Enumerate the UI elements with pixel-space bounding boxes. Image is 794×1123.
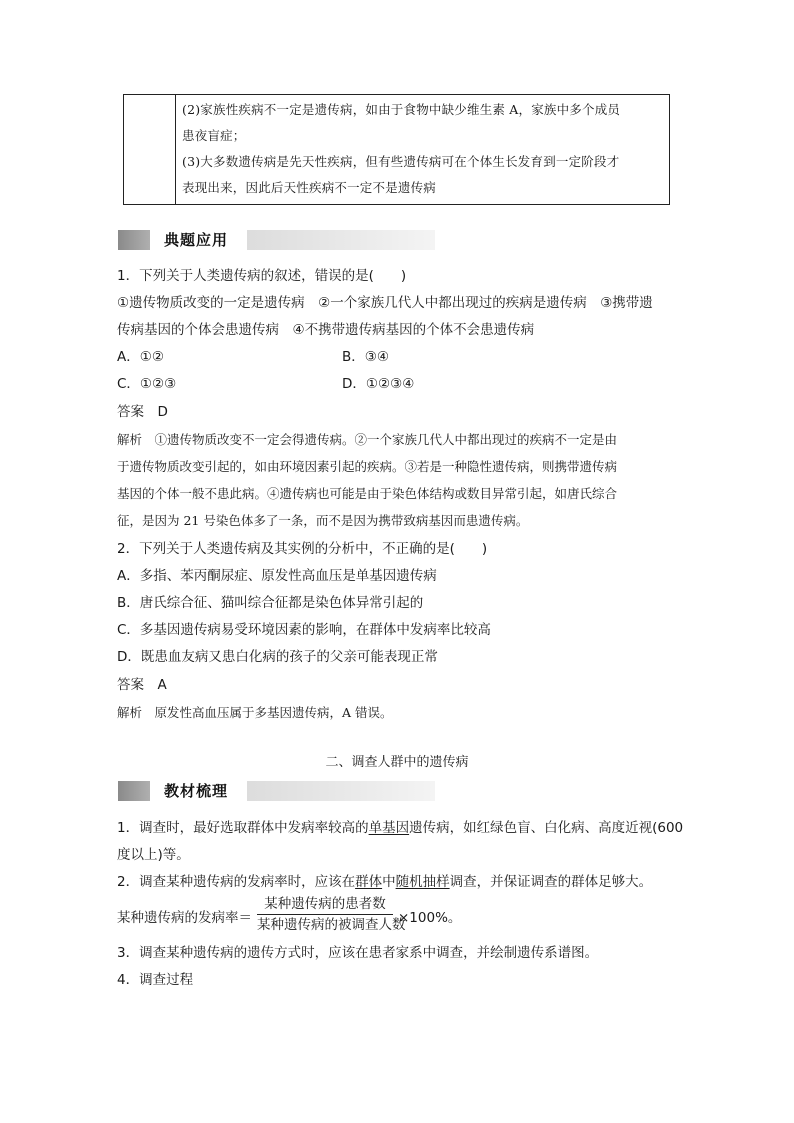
item-1-line [117,818,694,838]
item-4-line: 4．调查过程 [117,972,194,988]
section-title: 典题应用 [164,231,229,249]
question-2-analysis: 解析 原发性高血压属于多基因遗传病，A 错误。 [117,705,393,720]
table-line: 患夜盲症； [182,128,246,143]
table-right-cell [182,97,663,201]
question-2-option-c: C．多基因遗传病易受环境因素的影响，在群体中发病率比较高 [117,622,491,638]
question-1-analysis-line: 于遗传物质改变引起的，如由环境因素引起的疾病。③若是一种隐性遗传病，则携带遗传病 [117,459,618,474]
formula-denominator: 某种遗传病的被调查人数 [257,917,406,933]
question-1-statement-line: ①遗传物质改变的一定是遗传病 ②一个家族几代人中都出现过的疾病是遗传病 ③携带遗 [117,295,653,311]
section-title: 教材梳理 [164,782,229,800]
question-1-option-c: C．①②③ [117,376,177,392]
table-line: (3)大多数遗传病是先天性疾病，但有些遗传病可在个体生长发育到一定阶段才 [182,154,620,169]
question-1-answer: 答案 D [117,404,168,420]
table-line: 表现出来，因此后天性疾病不一定不是遗传病 [182,180,437,195]
question-2-stem: 2．下列关于人类遗传病及其实例的分析中，不正确的是( ) [117,541,488,557]
table-left-cell [124,95,176,204]
question-2-answer: 答案 A [117,677,167,693]
question-2-option-d: D．既患血友病又患白化病的孩子的父亲可能表现正常 [117,649,438,665]
question-1-stem: 1．下列关于人类遗传病的叙述，错误的是( ) [117,268,407,284]
section-header-textbook-review [118,781,435,801]
item-3-line: 3．调查某种遗传病的遗传方式时，应该在患者家系中调查，并绘制遗传系谱图。 [117,945,599,961]
formula-numerator: 某种遗传病的患者数 [264,896,386,912]
item-2-text: 中 [382,874,396,890]
item-2-text: 2．调查某种遗传病的发病率时，应该在 [117,874,356,890]
question-2-option-a: A．多指、苯丙酮尿症、原发性高血压是单基因遗传病 [117,568,437,584]
fraction-bar [257,914,393,915]
part-2-heading: 二、调查人群中的遗传病 [325,755,469,770]
item-1-line-2: 度以上)等。 [117,847,190,863]
question-1-analysis-line: 解析 ①遗传物质改变不一定会得遗传病。②一个家族几代人中都出现过的疾病不一定是由 [117,432,618,447]
question-1-statement-line: 传病基因的个体会患遗传病 ④不携带遗传病基因的个体不会患遗传病 [117,322,535,338]
item-2-text: 调查，并保证调查的群体足够大。 [449,874,653,890]
item-2-underlined-term: 群体 [355,874,383,890]
summary-table [123,94,670,205]
formula-fraction [257,895,406,934]
formula-lhs: 某种遗传病的发病率＝ [117,910,252,926]
item-1-text: 遗传病，如红绿色盲、白化病、高度近视(600 [409,820,684,836]
table-line: (2)家族性疾病不一定是遗传病，如由于食物中缺少维生素 A，家族中多个成员 [182,102,621,117]
question-1-option-d: D．①②③④ [342,376,415,392]
question-1-option-a: A．①② [117,349,164,365]
item-1-text: 1．调查时，最好选取群体中发病率较高的 [117,820,369,836]
item-2-underlined-term: 随机抽样 [395,874,450,890]
question-1-analysis-line: 基因的个体一般不患此病。④遗传病也可能是由于染色体结构或数目异常引起，如唐氏综合 [117,486,618,501]
section-header-typical-application [118,230,435,250]
item-1-underlined-term: 单基因 [368,820,410,836]
item-2-line [117,872,694,892]
question-2-option-b: B．唐氏综合征、猫叫综合征都是染色体异常引起的 [117,595,424,611]
question-1-option-b: B．③④ [342,349,389,365]
formula-rhs: ×100%。 [398,910,462,926]
question-1-analysis-line: 征，是因为 21 号染色体多了一条，而不是因为携带致病基因而患遗传病。 [117,513,529,528]
